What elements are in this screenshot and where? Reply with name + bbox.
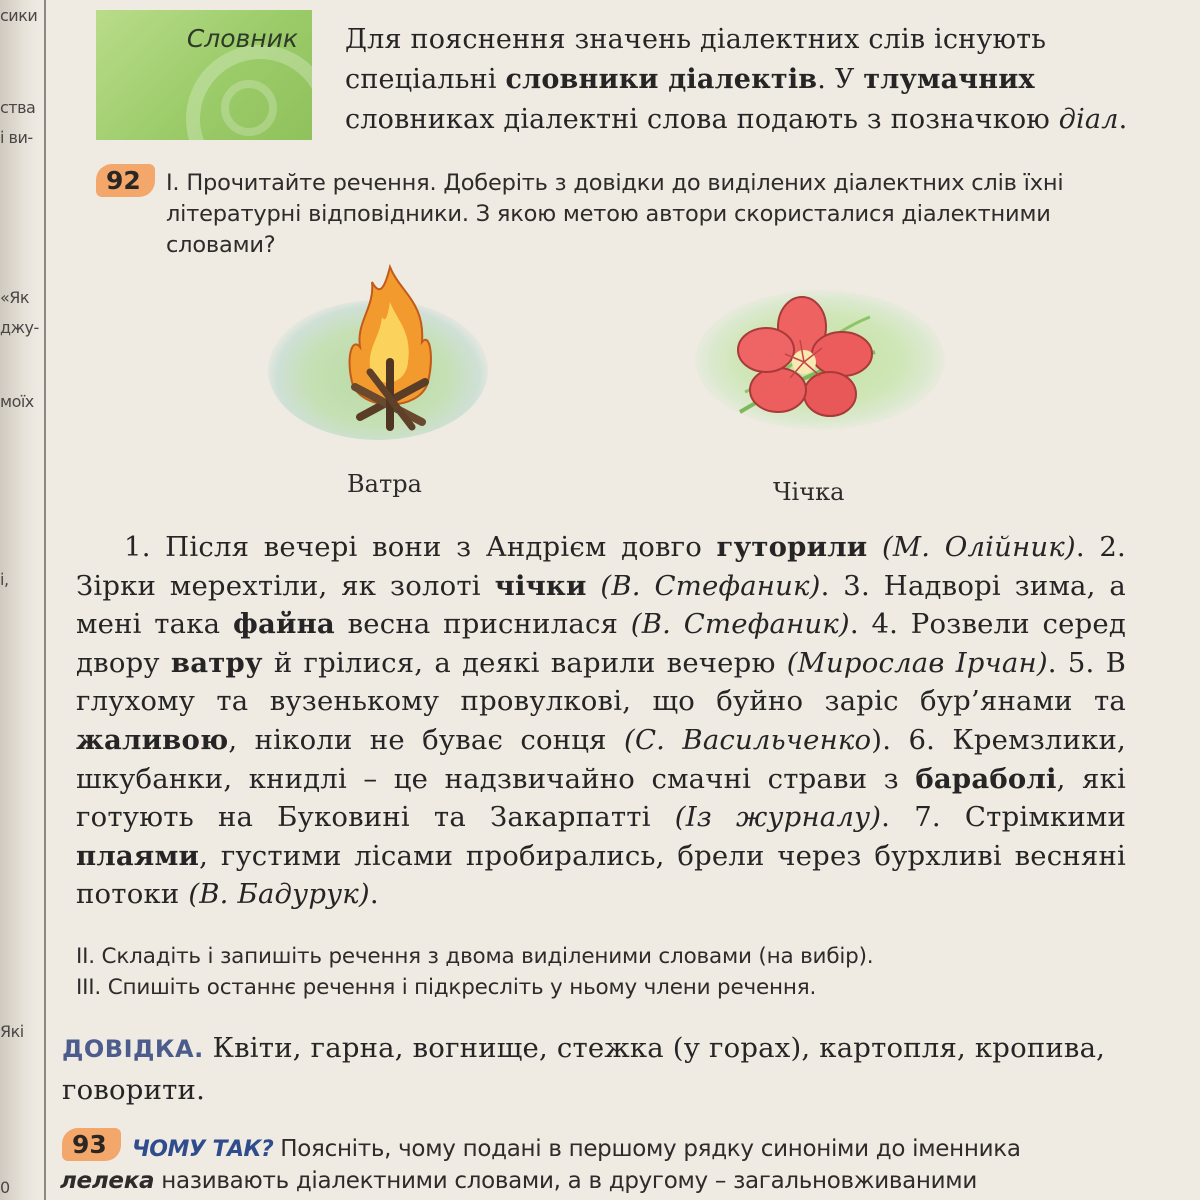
- italic-run: діал: [1058, 104, 1119, 135]
- decor-swirl: [221, 80, 277, 136]
- sentence-text: .: [369, 878, 379, 911]
- author-citation: (В. Стефаник): [630, 608, 850, 641]
- exercise-93-second-line: [60, 1168, 977, 1194]
- bold-word: лелека: [60, 1168, 155, 1194]
- margin-fragment: і ви-: [0, 128, 33, 147]
- author-citation: (В. Бадурук): [188, 878, 370, 911]
- margin-fragment: моїх: [0, 392, 34, 411]
- margin-fragment: «Як: [0, 288, 30, 307]
- highlighted-dialect-word: файна: [232, 608, 335, 641]
- author-citation: (Мирослав Ірчан): [786, 646, 1048, 679]
- sentence-text: . 3. Надворі зима, а мені така: [76, 569, 1126, 641]
- sentence-text: , ніколи не буває сонця: [228, 723, 625, 756]
- margin-fragment: джу-: [0, 318, 39, 337]
- highlighted-dialect-word: бараболі: [915, 762, 1057, 795]
- dictionary-title: Словник: [186, 24, 298, 53]
- margin-fragment: Які: [0, 1022, 24, 1041]
- highlighted-dialect-word: гуторили: [716, 531, 868, 563]
- highlighted-dialect-word: плаями: [76, 839, 200, 872]
- exercise-92-task-3: ІІІ. Спишіть останнє речення і підкресліть у ньому члени речення.: [76, 975, 817, 1000]
- exercise-92-sentences: [76, 528, 1126, 914]
- reference-label: ДОВІДКА.: [62, 1035, 204, 1063]
- sentence-text: . 2. Зірки мерехтіли, як золоті: [76, 531, 1126, 602]
- why-label: ЧОМУ ТАК?: [132, 1137, 274, 1162]
- text-run: словниках діалектні слова подають з позначкою: [345, 104, 1059, 135]
- text-run: . У: [817, 64, 864, 95]
- reference-block: [62, 1028, 1127, 1111]
- bold-run: тлумачних: [863, 64, 1035, 95]
- exercise-93-text: називають діалектними словами, а в другому – загальновживаними: [154, 1168, 977, 1194]
- sentence-text: весна приснилася: [334, 608, 631, 641]
- dictionary-text: [345, 20, 1145, 140]
- bold-run: словники діалектів: [505, 64, 818, 95]
- sentence-text: . 4. Розвели серед двору: [76, 608, 1126, 679]
- sentence-text: й грілися, а деякі варили вечерю: [262, 646, 787, 679]
- exercise-92-task-2: ІІ. Складіть і запишіть речення з двома виділеними словами (на вибір).: [76, 944, 874, 969]
- page-gutter-shadow: [0, 0, 40, 1200]
- exercise-93-text: Поясніть, чому подані в першому рядку синоніми до іменника: [273, 1136, 1021, 1162]
- highlighted-dialect-word: жаливою: [76, 723, 229, 756]
- exercise-92-task: [166, 168, 1131, 261]
- reference-text: Квіти, гарна, вогнище, стежка (у горах), картопля, кропива, говорити.: [62, 1032, 1106, 1106]
- sentence-text: . 5. В глухому та вузенькому провулкові, що буйно заріс бур’янами та: [76, 646, 1126, 718]
- text-run: .: [1118, 104, 1128, 135]
- caption-chichka: Чічка: [773, 478, 845, 506]
- sentence-text: , густими лісами пробирались, брели через бурхливі весняні потоки: [76, 839, 1126, 911]
- margin-fragment: ства: [0, 98, 36, 117]
- campfire-illustration: [330, 262, 450, 442]
- flower-illustration: [730, 292, 880, 432]
- sentence-text: 1. Після вечері вони з Андрієм довго: [124, 531, 717, 563]
- margin-fragment: 0: [0, 1178, 10, 1197]
- author-citation: (Із журналу): [674, 801, 882, 834]
- author-citation: (М. Олійник): [867, 531, 1076, 563]
- author-citation: (В. Стефаник): [586, 569, 821, 602]
- caption-vatra: Ватра: [347, 470, 422, 498]
- sentence-text: ). 6. Кремзлики, шкубанки, книдлі – це надзвичайно смачні страви з: [76, 723, 1126, 795]
- author-citation: (С. Васильченко: [624, 723, 872, 756]
- sentence-text: . 7. Стрімкими: [881, 801, 1126, 834]
- exercise-number-92: 92: [96, 164, 155, 197]
- exercise-number-93: 93: [62, 1128, 121, 1161]
- exercise-93-first-line: [132, 1136, 1021, 1162]
- dictionary-box: [96, 10, 312, 140]
- task-text: І. Прочитайте речення. Доберіть з довідки до виділених діалектних слів їхні літературні відповідники. З якою метою автори скористалися діалектними словами?: [166, 170, 1064, 258]
- margin-fragment: сики: [0, 6, 38, 25]
- margin-fragment: і,: [0, 570, 9, 589]
- highlighted-dialect-word: чічки: [494, 569, 587, 602]
- page-gutter-line: [44, 0, 46, 1200]
- sentence-text: , які готують на Буковині та Закарпатті: [76, 762, 1126, 834]
- highlighted-dialect-word: ватру: [170, 646, 263, 679]
- text-run: Для пояснення значень діалектних слів існують спеціальні: [345, 24, 1047, 95]
